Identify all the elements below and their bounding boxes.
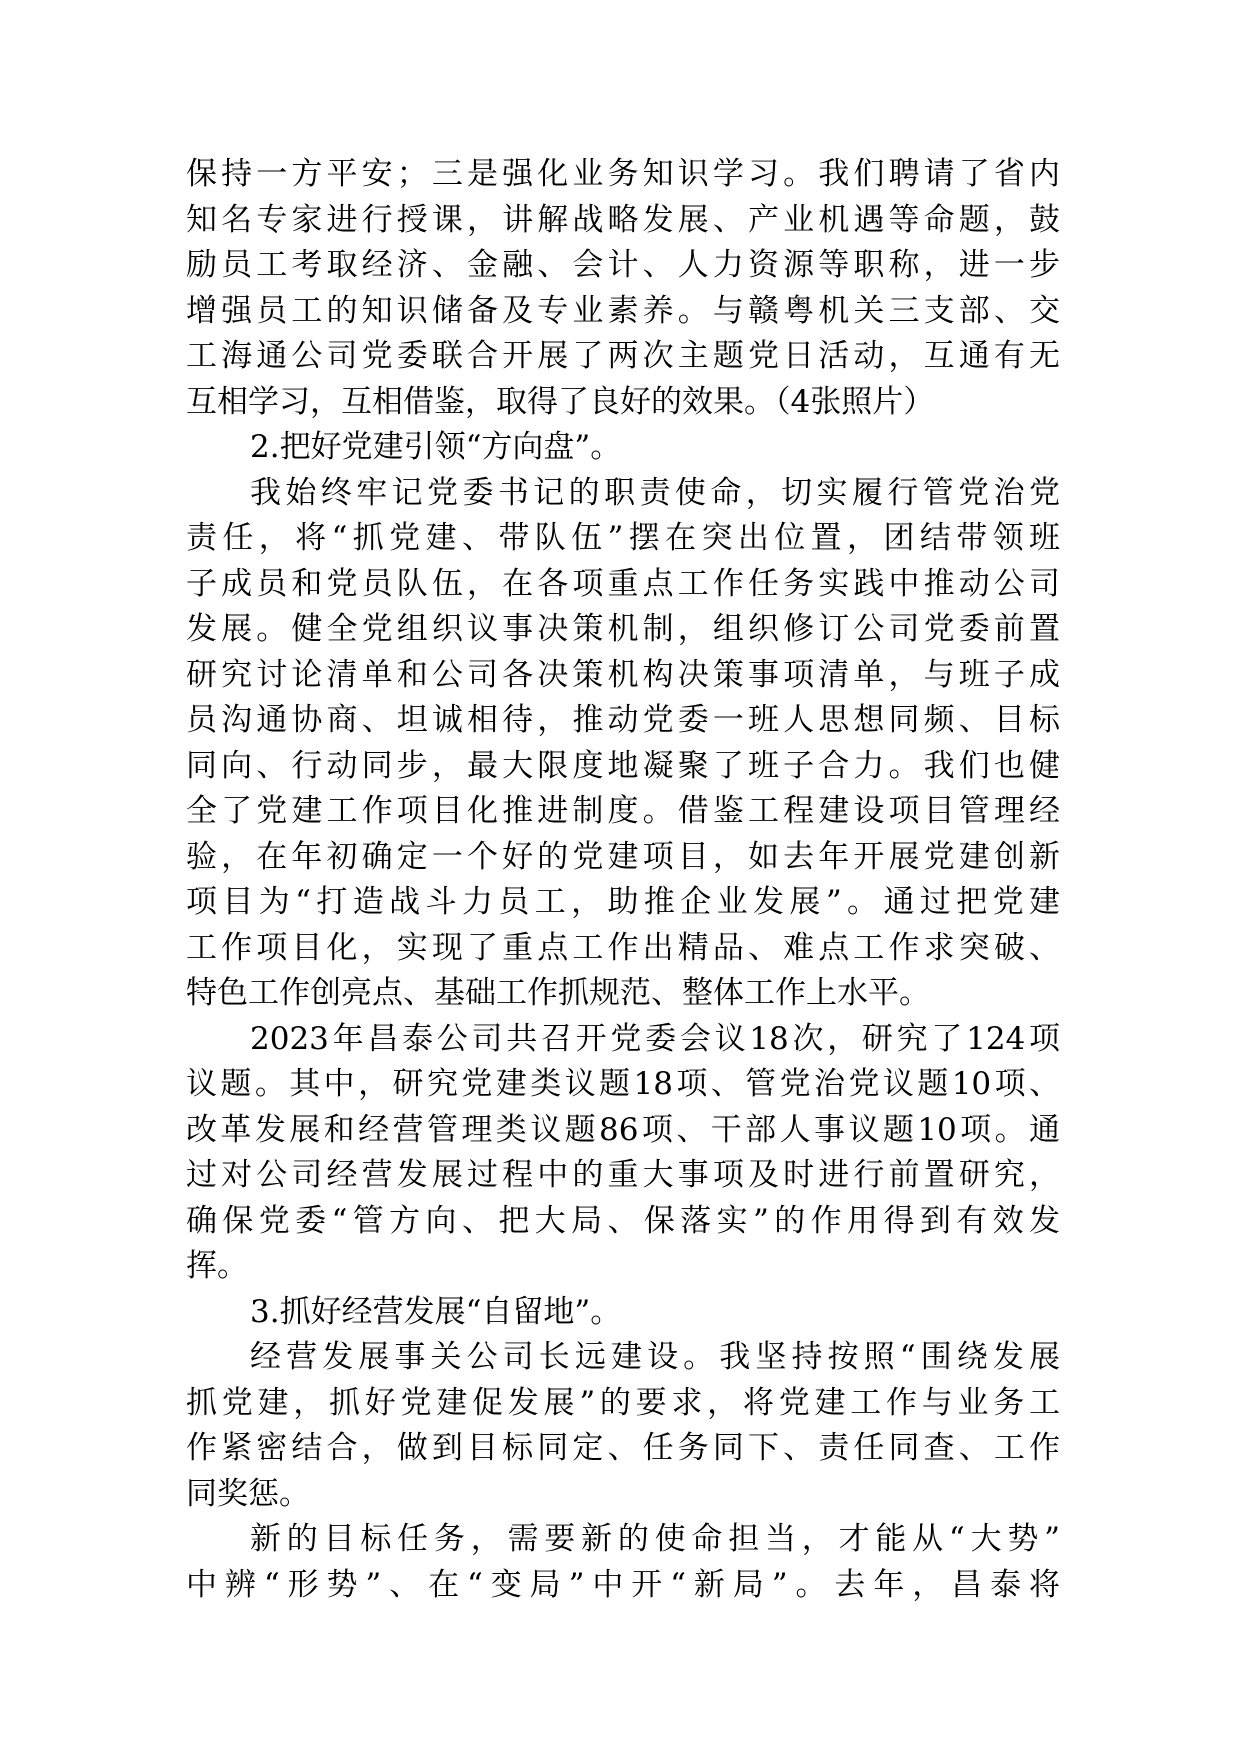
text-line: 增强员工的知识储备及专业素养。与赣粤机关三支部、交 (186, 292, 1060, 329)
text-line: 研究讨论清单和公司各决策机构决策事项清单，与班子成 (186, 656, 1060, 693)
text-line: 责任，将“抓党建、带队伍”摆在突出位置，团结带领班 (186, 520, 1060, 556)
text-line: 验，在年初确定一个好的党建项目，如去年开展党建创新 (186, 838, 1060, 875)
section-heading: 3.抓好经营发展“自留地”。 (250, 1293, 622, 1330)
paragraph-first-line: 经营发展事关公司长远建设。我坚持按照“围绕发展 (250, 1339, 1060, 1375)
text-line: 同向、行动同步，最大限度地凝聚了班子合力。我们也健 (186, 747, 1060, 784)
paragraph-first-line: 我始终牢记党委书记的职责使命，切实履行管党治党 (250, 474, 1060, 511)
document-body (186, 152, 1060, 1608)
text-line: 子成员和党员队伍，在各项重点工作任务实践中推动公司 (186, 565, 1060, 602)
text-line: 挥。 (186, 1248, 248, 1284)
text-line: 励员工考取经济、金融、会计、人力资源等职称，进一步 (186, 247, 1060, 283)
text-line: 特色工作创亮点、基础工作抓规范、整体工作上水平。 (186, 975, 930, 1011)
text-line: 员沟通协商、坦诚相待，推动党委一班人思想同频、目标 (186, 702, 1060, 738)
section-heading: 2.把好党建引领“方向盘”。 (250, 429, 622, 465)
text-line: 改革发展和经营管理类议题86项、干部人事议题10项。通 (186, 1111, 1060, 1148)
text-line: 过对公司经营发展过程中的重大事项及时进行前置研究， (186, 1157, 1060, 1193)
text-line: 发展。健全党组织议事决策机制，组织修订公司党委前置 (186, 611, 1060, 647)
text-line: 保持一方平安；三是强化业务知识学习。我们聘请了省内 (186, 156, 1060, 192)
paragraph-first-line: 2023年昌泰公司共召开党委会议18次，研究了124项 (250, 1020, 1060, 1057)
text-line: 同奖惩。 (186, 1475, 310, 1512)
text-line: 知名专家进行授课，讲解战略发展、产业机遇等命题，鼓 (186, 201, 1060, 238)
text-line: 议题。其中，研究党建类议题18项、管党治党议题10项、 (186, 1066, 1060, 1102)
text-line: 工海通公司党委联合开展了两次主题党日活动，互通有无 (186, 338, 1060, 374)
text-line: 抓党建，抓好党建促发展”的要求，将党建工作与业务工 (186, 1384, 1060, 1421)
text-line: 全了党建工作项目化推进制度。借鉴工程建设项目管理经 (186, 793, 1060, 829)
paragraph-first-line: 新的目标任务，需要新的使命担当，才能从“大势” (250, 1521, 1060, 1557)
text-line: 工作项目化，实现了重点工作出精品、难点工作求突破、 (186, 929, 1060, 966)
text-line: 互相学习，互相借鉴，取得了良好的效果。（4张照片） (186, 383, 935, 420)
text-line: 项目为“打造战斗力员工，助推企业发展”。通过把党建 (186, 884, 1060, 920)
text-line: 确保党委“管方向、把大局、保落实”的作用得到有效发 (186, 1202, 1060, 1239)
text-line: 中辨“形势”、在“变局”中开“新局”。去年，昌泰将 (186, 1566, 1060, 1603)
text-line: 作紧密结合，做到目标同定、任务同下、责任同查、工作 (186, 1430, 1060, 1466)
